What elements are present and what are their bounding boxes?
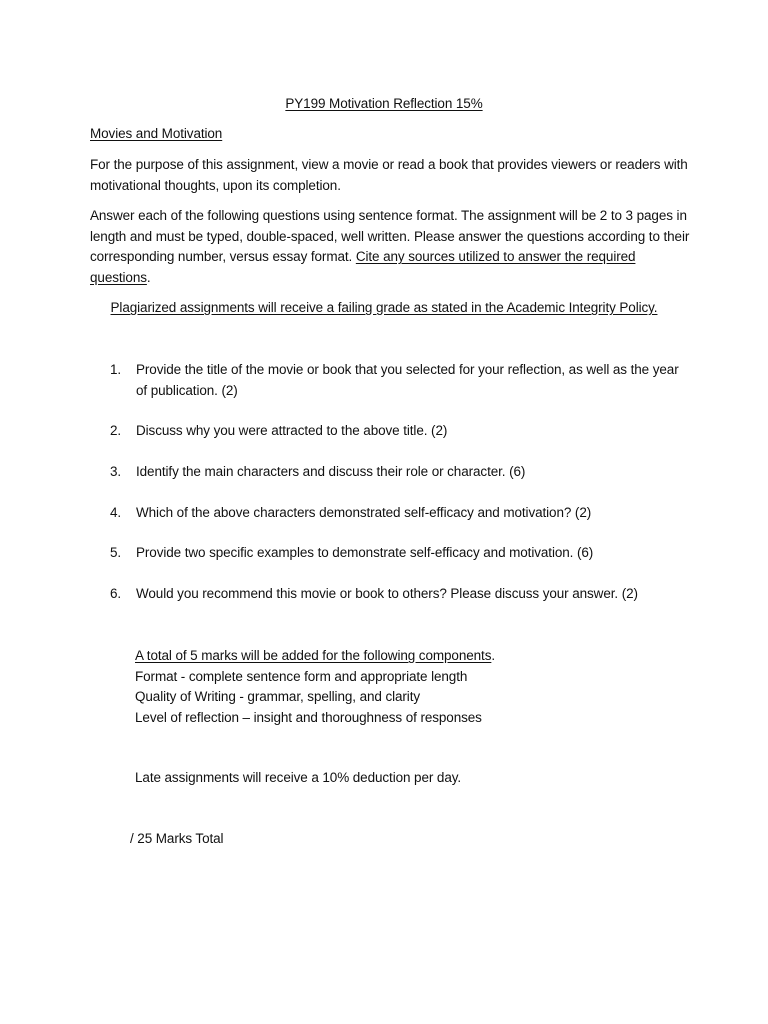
section-heading: Movies and Motivation <box>90 126 223 141</box>
intro-paragraph: For the purpose of this assignment, view a movie or read a book that provides viewers or readers with motivational thoughts, upon its completion. <box>90 157 688 193</box>
cite-sources-note: Cite any sources utilized to answer the required questions <box>90 249 636 285</box>
marks-heading-end: . <box>491 648 496 663</box>
marks-heading: A total of 5 marks will be added for the following components <box>135 648 492 663</box>
question-item <box>110 584 690 605</box>
question-item <box>110 543 690 564</box>
question-text: Identify the main characters and discuss their role or character. (6) <box>136 464 526 479</box>
component-reflection: Level of reflection – insight and thoroughness of responses <box>135 709 482 725</box>
question-text: Provide two specific examples to demonstrate self-efficacy and motivation. (6) <box>136 545 594 560</box>
question-text: Would you recommend this movie or book to others? Please discuss your answer. (2) <box>136 586 638 601</box>
component-quality: Quality of Writing - grammar, spelling, and clarity <box>135 689 421 704</box>
late-policy: Late assignments will receive a 10% deduction per day. <box>135 770 462 785</box>
marks-total: / 25 Marks Total <box>130 831 224 846</box>
question-number: 4. <box>110 505 122 520</box>
question-item <box>110 462 690 483</box>
document-title: PY199 Motivation Reflection 15% <box>285 96 483 111</box>
question-number: 1. <box>110 362 122 377</box>
question-item <box>110 421 690 442</box>
question-text: Which of the above characters demonstrated self-efficacy and motivation? (2) <box>136 505 592 520</box>
question-text: Discuss why you were attracted to the above title. (2) <box>136 423 448 438</box>
question-item <box>110 360 690 401</box>
instructions-paragraph <box>90 206 690 288</box>
question-item <box>110 503 690 524</box>
question-text: Provide the title of the movie or book that you selected for your reflection, as well as the year of publication. (2) <box>136 362 679 398</box>
instructions-text: Answer each of the following questions using sentence format. The assignment will be 2 to 3 pages in length and must be typed, double-spaced, well written. Please answer the questions according to their corresponding number, versus essay format. <box>90 208 690 264</box>
plagiarism-warning: Plagiarized assignments will receive a failing grade as stated in the Academic Integrity Policy. <box>110 300 658 315</box>
question-number: 2. <box>110 423 122 438</box>
marks-components <box>135 646 695 728</box>
question-number: 6. <box>110 586 122 601</box>
marks-heading-line <box>135 646 695 667</box>
question-number: 5. <box>110 545 122 560</box>
instructions-end: . <box>146 269 151 285</box>
component-format: Format - complete sentence form and appropriate length <box>135 668 468 684</box>
question-number: 3. <box>110 464 122 479</box>
